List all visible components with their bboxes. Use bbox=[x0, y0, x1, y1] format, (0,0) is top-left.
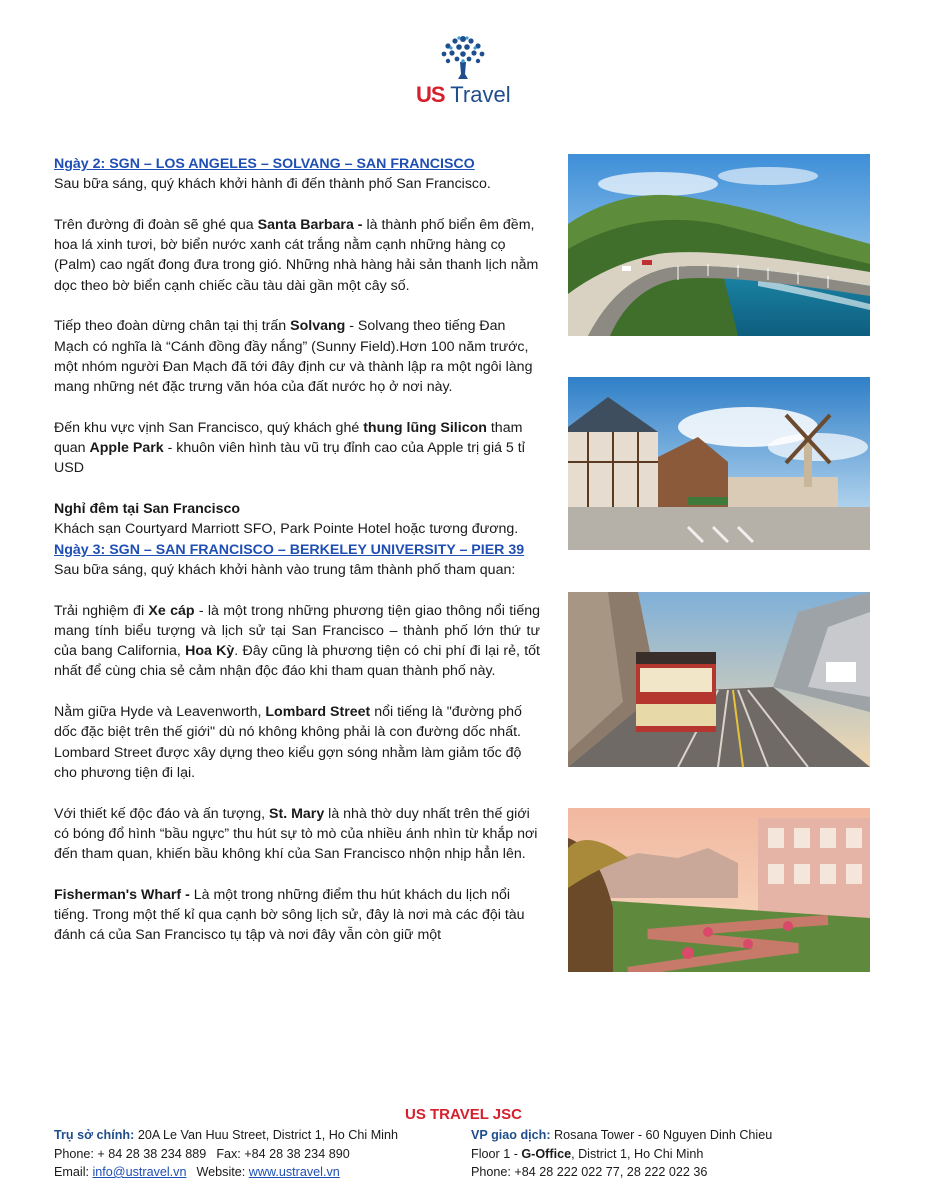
fishermans-wharf-paragraph: Fisherman's Wharf - Là một trong những điểm thu hút khách du lịch nổi tiếng. Trong một thế kỉ qua cạnh bờ sông lịch sử, đây là nơi mà các đội tàu đánh cá của San Francisco tụ tập và nơi đây vẫn còn giữ một bbox=[54, 886, 525, 944]
company-name: US TRAVEL JSC bbox=[405, 1106, 522, 1123]
silicon-valley-paragraph: Đến khu vực vịnh San Francisco, quý khách ghé thung lũng Silicon tham quan Apple Park - khuôn viên hình tàu vũ trụ đỉnh cao của Apple trị giá 5 tỉ USD bbox=[54, 419, 525, 477]
head-office-address: Trụ sở chính: 20A Le Van Huu Street, District 1, Ho Chi Minh bbox=[54, 1128, 398, 1142]
contact-phone-fax: Phone: + 84 28 38 234 889 Fax: +84 28 38 234 890 bbox=[54, 1146, 350, 1161]
tree-people-icon bbox=[438, 34, 488, 80]
company-logo bbox=[414, 34, 514, 108]
overnight-heading: Nghỉ đêm tại San Francisco bbox=[54, 501, 241, 518]
coastal-bridge-photo bbox=[568, 154, 870, 336]
day-3-intro: Sau bữa sáng, quý khách khởi hành vào trung tâm thành phố tham quan: bbox=[54, 561, 516, 578]
lombard-street-paragraph: Nằm giữa Hyde và Leavenworth, Lombard Street nổi tiếng là "đường phố dốc đặc biệt trên thế giới" dù nó không không phải là con đường dốc nhất. Lombard Street được xây dựng theo kiểu gợn sóng nhằm làm giảm tốc độ cho phương tiện đi lại. bbox=[54, 704, 522, 781]
day-3-title: Ngày 3: SGN – SAN FRANCISCO – BERKELEY UNIVERSITY – PIER 39 bbox=[54, 541, 525, 558]
solvang-village-photo bbox=[568, 377, 870, 550]
branch-office-floor: Floor 1 - G-Office, District 1, Ho Chi Minh bbox=[471, 1146, 704, 1161]
day-2-intro: Sau bữa sáng, quý khách khởi hành đi đến thành phố San Francisco. bbox=[54, 176, 491, 193]
st-mary-paragraph: Với thiết kế độc đáo và ấn tượng, St. Mary là nhà thờ duy nhất trên thế giới có bóng đổ hình “bầu ngực” thu hút sự tò mò của nhiều ánh nhìn từ khắp nơi đến tham quan, khiến bầu không khí của San Francisco nhộn nhịp hẳn lên. bbox=[54, 805, 538, 863]
santa-barbara-paragraph: Trên đường đi đoàn sẽ ghé qua Santa Barbara - là thành phố biển êm đềm, hoa lá xinh tươi, bờ biển nước xanh cát trắng nằm cạnh những hàng cọ (Palm) cao ngất đong đưa trong gió. Những nhà hàng hải sản thanh lịch nằm dọc theo bờ biển cạnh chiếc cầu tàu dài gần một cây số. bbox=[54, 216, 539, 294]
cable-car-photo bbox=[568, 592, 870, 767]
day-2-title: Ngày 2: SGN – LOS ANGELES – SOLVANG – SAN FRANCISCO bbox=[54, 156, 475, 172]
cable-car-paragraph: Trải nghiệm đi Xe cáp - là một trong những phương tiện giao thông nổi tiếng mang tính biểu tượng và lịch sử tại San Francisco – thành phố lớn thứ tư của bang California, Hoa Kỳ. Đây cũng là phương tiện có chi phí đi lại rẻ, tốt nhất để cùng chia sẻ cảm nhận độc đáo khi tham quan thành phố này. bbox=[54, 602, 540, 680]
itinerary-text bbox=[54, 154, 540, 946]
branch-office-phone: Phone: +84 28 222 022 77, 28 222 022 36 bbox=[471, 1165, 708, 1179]
lombard-street-photo bbox=[568, 808, 870, 972]
logo-wordmark: US Travel bbox=[416, 82, 511, 107]
head-office-info bbox=[54, 1126, 398, 1182]
branch-office-address: VP giao dịch: Rosana Tower - 60 Nguyen Dinh Chieu bbox=[471, 1128, 773, 1142]
email-link[interactable]: info@ustravel.vn bbox=[92, 1165, 187, 1179]
contact-email-web: Email: info@ustravel.vn Website: www.ustravel.vn bbox=[54, 1165, 340, 1179]
hotel-text: Khách sạn Courtyard Marriott SFO, Park Pointe Hotel hoặc tương đương. bbox=[54, 521, 519, 538]
branch-office-info bbox=[471, 1126, 772, 1182]
website-link[interactable]: www.ustravel.vn bbox=[248, 1165, 340, 1179]
solvang-paragraph: Tiếp theo đoàn dừng chân tại thị trấn Solvang - Solvang theo tiếng Đan Mạch có nghĩa là “Cánh đồng đầy nắng” (Sunny Field).Hơn 100 năm trước, một nhóm người Đan Mạch đã tới đây định cư và thành lập ra một ngôi làng mang những nét đặc trưng văn hóa của đất nước họ ở nơi này. bbox=[54, 318, 533, 396]
